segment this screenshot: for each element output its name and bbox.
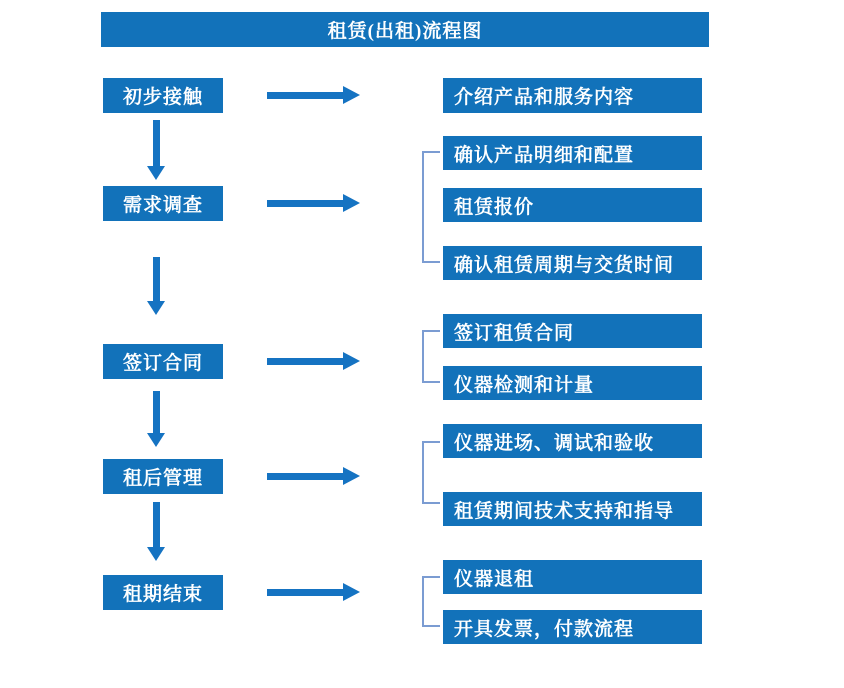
detail-box-instrument-setup-acceptance: 仪器进场、调试和验收 xyxy=(443,424,702,458)
arrow-right-icon xyxy=(267,352,360,370)
bracket xyxy=(422,441,440,504)
arrow-right-icon xyxy=(267,583,360,601)
flowchart-title: 租赁(出租)流程图 xyxy=(101,12,709,47)
arrow-down-icon xyxy=(147,502,165,561)
bracket xyxy=(422,330,440,383)
bracket xyxy=(422,576,440,627)
detail-box-confirm-period-delivery: 确认租赁周期与交货时间 xyxy=(443,246,702,280)
step-box-initial-contact: 初步接触 xyxy=(103,78,223,113)
detail-box-intro-services: 介绍产品和服务内容 xyxy=(443,78,702,113)
step-box-demand-survey: 需求调查 xyxy=(103,186,223,221)
detail-box-instrument-return: 仪器退租 xyxy=(443,560,702,594)
arrow-down-icon xyxy=(147,391,165,447)
detail-box-sign-rental-contract: 签订租赁合同 xyxy=(443,314,702,348)
detail-box-tech-support: 租赁期间技术支持和指导 xyxy=(443,492,702,526)
detail-box-rental-quote: 租赁报价 xyxy=(443,188,702,222)
step-box-lease-end: 租期结束 xyxy=(103,575,223,610)
arrow-right-icon xyxy=(267,467,360,485)
step-box-sign-contract: 签订合同 xyxy=(103,344,223,379)
detail-box-instrument-test-measure: 仪器检测和计量 xyxy=(443,366,702,400)
step-box-post-rental-management: 租后管理 xyxy=(103,459,223,494)
arrow-down-icon xyxy=(147,257,165,315)
detail-box-invoice-payment: 开具发票，付款流程 xyxy=(443,610,702,644)
bracket xyxy=(422,151,440,263)
arrow-down-icon xyxy=(147,120,165,180)
arrow-right-icon xyxy=(267,86,360,104)
arrow-right-icon xyxy=(267,194,360,212)
detail-box-confirm-product-config: 确认产品明细和配置 xyxy=(443,136,702,170)
